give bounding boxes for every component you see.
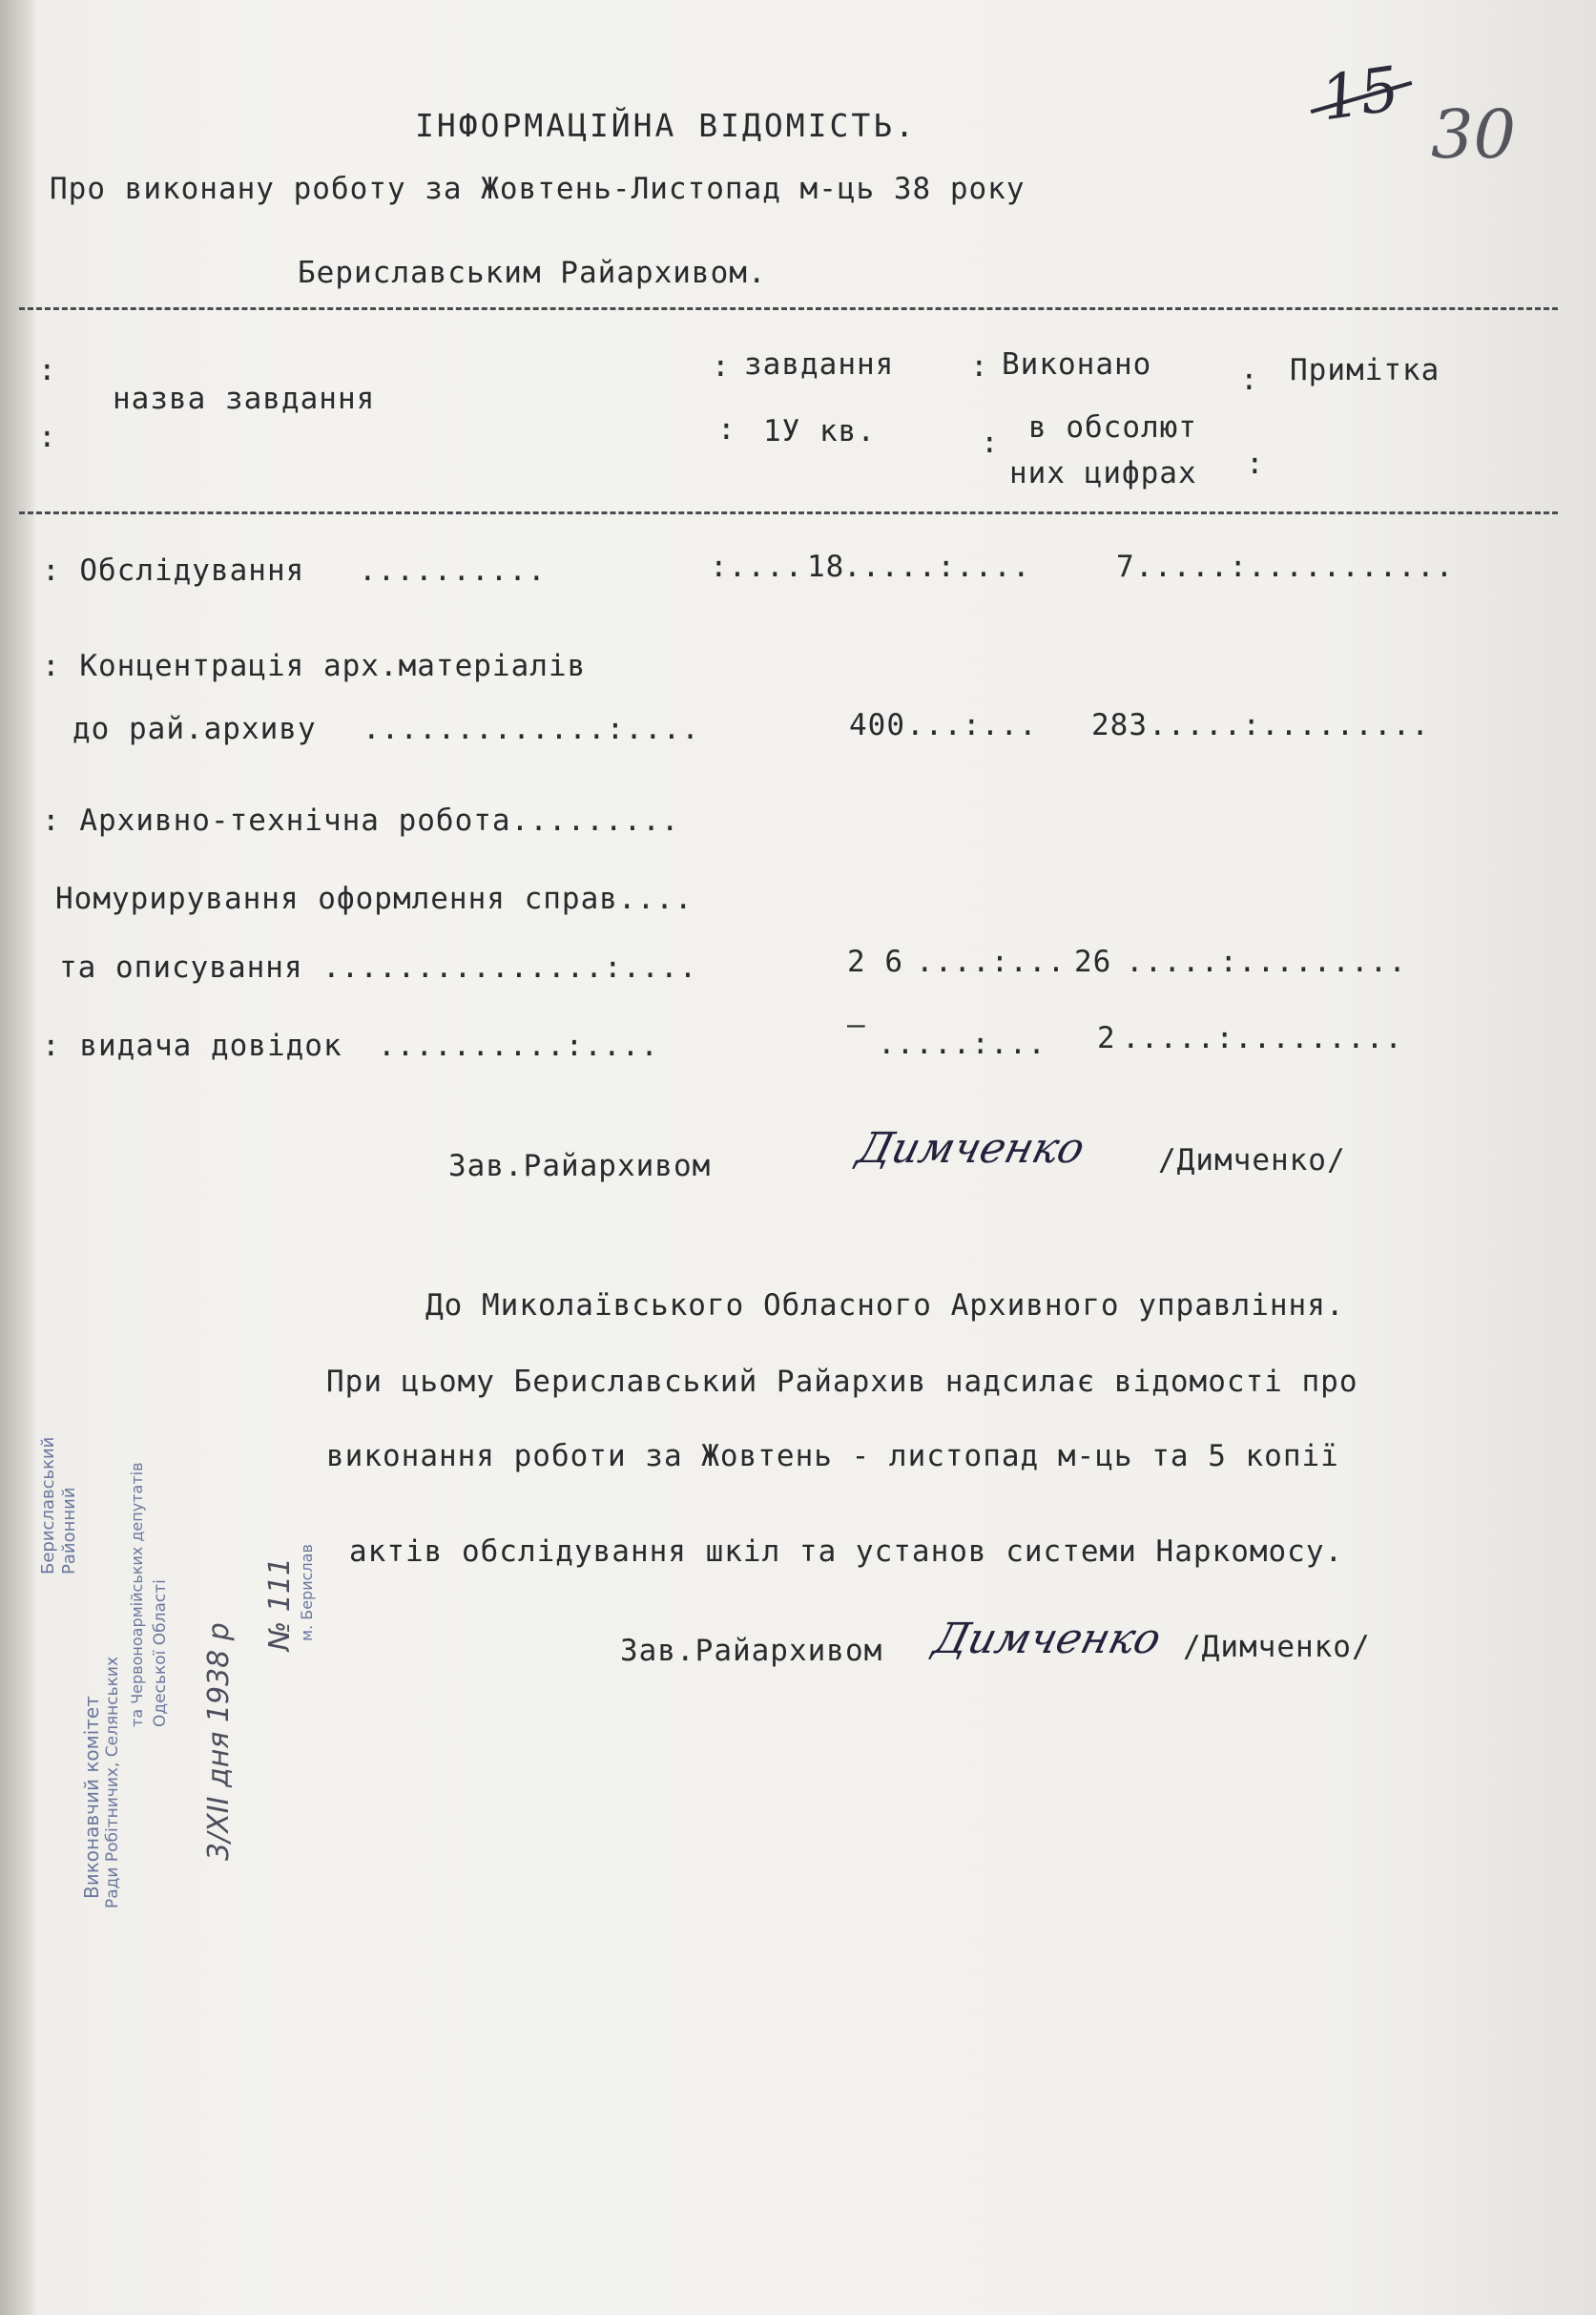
row-done-value: 2: [1097, 1021, 1116, 1055]
row-label-continued: Номурирування оформлення справ....: [55, 882, 694, 916]
row-leader: .....:.........: [1126, 945, 1407, 979]
table-top-rule: [19, 307, 1558, 310]
row-leader: .....:.........: [1122, 1021, 1403, 1055]
row-done-value: 26: [1074, 945, 1112, 979]
row-leader: ...:...: [906, 708, 1038, 742]
row-leader: ....:...: [916, 945, 1067, 979]
agency-name: Бериславським Райархивом.: [298, 256, 767, 290]
signature-role: Зав.Райархивом: [448, 1149, 712, 1183]
folio-old: 15: [1316, 53, 1404, 136]
col-header-note: Примітка: [1290, 353, 1441, 387]
stamp-date: 3/XII дня 1938 р: [202, 1622, 236, 1861]
table-header-rule: [19, 511, 1558, 514]
stamp-place: м. Берислав: [298, 1544, 316, 1641]
letter-line: При цьому Бериславський Райархив надсилає відомості про: [326, 1365, 1358, 1399]
row-task-value: 400: [849, 708, 905, 742]
row-leader: ...............:....: [322, 950, 698, 985]
row-leader: .....:...........: [1135, 550, 1455, 584]
col-header-task-quarter: 1У кв.: [763, 414, 876, 448]
row-leader: .....:.........: [1149, 708, 1430, 742]
col-header-done-3: них цифрах: [1009, 456, 1197, 490]
stamp-text: Бериславський: [38, 1436, 58, 1575]
stamp-number: № 111: [263, 1557, 297, 1651]
registration-stamp: [29, 1365, 334, 1937]
row-leader: .....:....: [843, 550, 1031, 584]
row-label: : Обслідування: [42, 553, 305, 588]
col-separator: :: [970, 349, 989, 384]
signature-name: /Димченко/: [1158, 1143, 1346, 1178]
row-label: : Концентрація арх.матеріалів: [42, 649, 587, 683]
col-separator: :: [981, 426, 1000, 460]
row-leader: .............:....: [363, 712, 700, 746]
signature-autograph: Димченко: [852, 1124, 1090, 1173]
row-task-value: —: [847, 1008, 866, 1042]
row-done-value: 283: [1091, 708, 1148, 742]
col-separator: :: [717, 412, 736, 447]
stamp-text: Районний: [59, 1487, 79, 1575]
row-leader: :....: [710, 550, 804, 584]
stamp-text: Ради Робітничих, Селянських: [103, 1656, 122, 1908]
binding-edge: [0, 0, 36, 2315]
col-header-task: завдання: [744, 347, 895, 382]
row-done-value: 7: [1116, 550, 1135, 584]
col-separator: :: [1246, 447, 1265, 481]
signature-autograph: Димченко: [928, 1615, 1167, 1663]
stamp-text: Виконавчий комітет: [80, 1696, 103, 1899]
col-header-done-2: в обсолют: [1028, 410, 1197, 445]
document-title: ІНФОРМАЦІЙНА ВІДОМІСТЬ.: [415, 107, 917, 144]
col-separator: :: [38, 420, 57, 454]
row-leader: ..........:....: [378, 1029, 659, 1063]
row-label: : видача довідок: [42, 1029, 342, 1063]
folio-new: 30: [1431, 95, 1517, 174]
letter-line: актів обслідування шкіл та установ системи Наркомосу.: [349, 1534, 1344, 1569]
stamp-text: Одеської Області: [151, 1579, 170, 1727]
letter-line: До Миколаївського Обласного Архивного управління.: [425, 1288, 1345, 1323]
row-leader: .....:...: [878, 1027, 1047, 1061]
stamp-text: та Червоноармійських депутатів: [128, 1462, 146, 1727]
row-task-value: 18: [807, 550, 845, 584]
row-label-continued: та описування: [59, 950, 303, 985]
row-task-value: 2 6: [847, 945, 903, 979]
col-header-done: Виконано: [1002, 347, 1152, 382]
signature-name: /Димченко/: [1183, 1630, 1371, 1664]
letter-line: виконання роботи за Жовтень - листопад м-ць та 5 копії: [326, 1439, 1339, 1473]
col-separator: :: [1240, 363, 1259, 397]
signature-role: Зав.Райархивом: [620, 1634, 883, 1668]
col-separator: :: [38, 353, 57, 387]
document-subtitle: Про виконану роботу за Жовтень-Листопад м-ць 38 року: [50, 172, 1026, 206]
row-leader: ..........: [359, 553, 547, 588]
row-label-continued: до рай.архиву: [73, 712, 317, 746]
col-separator: :: [712, 349, 731, 384]
col-header-name: назва завдання: [113, 382, 376, 416]
row-label: : Архивно-технічна робота.........: [42, 803, 680, 838]
